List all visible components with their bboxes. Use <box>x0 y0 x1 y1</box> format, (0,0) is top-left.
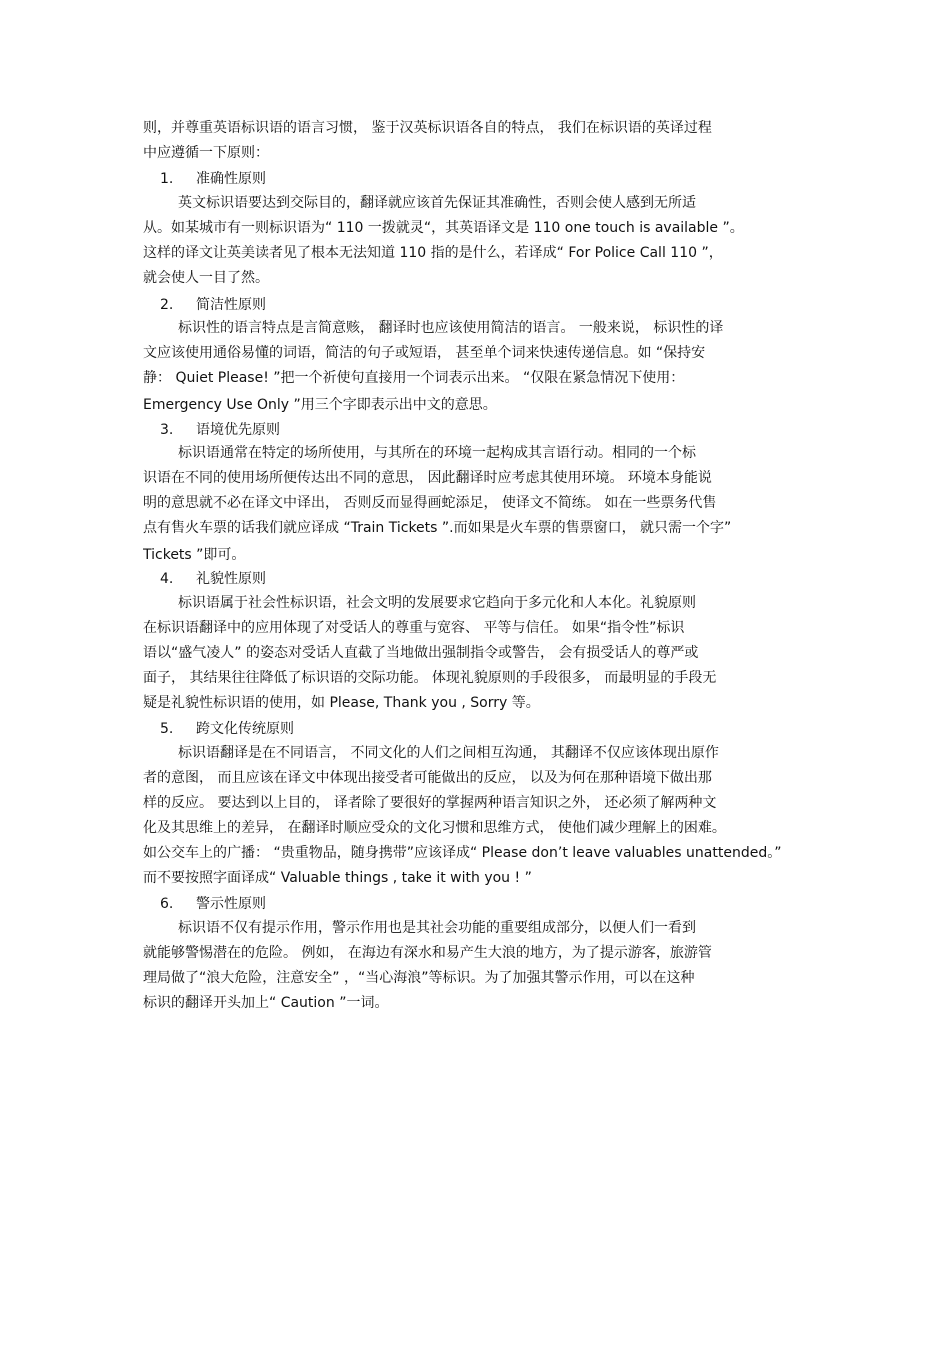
section-number: 3. <box>160 422 174 438</box>
section-title: 警示性原则 <box>196 896 266 912</box>
paragraph-line: 者的意图， 而且应该在译文中体现出接受者可能做出的反应， 以及为何在那种语境下做出那 <box>143 770 712 786</box>
paragraph-line: 理局做了“浪大危险，注意安全” ，“当心海浪”等标识。为了加强其警示作用，可以在这种 <box>143 970 695 986</box>
paragraph-line: 标识语属于社会性标识语，社会文明的发展要求它趋向于多元化和人本化。礼貌原则 <box>178 595 696 611</box>
paragraph-line: 疑是礼貌性标识语的使用，如 Please, Thank you , Sorry 等。 <box>143 695 540 711</box>
paragraph-line: Tickets ”即可。 <box>143 547 246 563</box>
paragraph-line: 这样的译文让英美读者见了根本无法知道 110 指的是什么，若译成“ For Police Call 110 ”， <box>143 245 723 261</box>
section-heading <box>160 570 460 590</box>
section-title: 语境优先原则 <box>196 422 280 438</box>
paragraph-line: 静： Quiet Please! ”把一个祈使句直接用一个词表示出来。 “仅限在紧急情况下使用： <box>143 370 685 386</box>
section-heading <box>160 895 460 915</box>
paragraph-line: 标识性的语言特点是言简意赅， 翻译时也应该使用简洁的语言。 一般来说， 标识性的译 <box>178 320 724 336</box>
paragraph-line: 就会使人一目了然。 <box>143 270 269 286</box>
section-heading <box>160 170 460 190</box>
paragraph-line: 语以“盛气凌人” 的姿态对受话人直截了当地做出强制指令或警告， 会有损受话人的尊严或 <box>143 645 699 661</box>
intro-line: 则，并尊重英语标识语的语言习惯， 鉴于汉英标识语各自的特点， 我们在标识语的英译过程 <box>143 120 712 136</box>
paragraph-line: 样的反应。 要达到以上目的， 译者除了要很好的掌握两种语言知识之外， 还必须了解两种文 <box>143 795 717 811</box>
section-number: 5. <box>160 721 174 737</box>
section-title: 礼貌性原则 <box>196 571 266 587</box>
intro-line: 中应遵循一下原则： <box>143 145 269 161</box>
paragraph-line: 标识语不仅有提示作用，警示作用也是其社会功能的重要组成部分，以便人们一看到 <box>178 920 696 936</box>
section-heading <box>160 296 460 316</box>
paragraph-line: 如公交车上的广播： “贵重物品，随身携带”应该译成“ Please don’t leave valuables unattended。” <box>143 845 782 861</box>
section-number: 2. <box>160 297 174 313</box>
paragraph-line: 在标识语翻译中的应用体现了对受话人的尊重与宽容、 平等与信任。 如果“指令性”标识 <box>143 620 685 636</box>
paragraph-line: 英文标识语要达到交际目的，翻译就应该首先保证其准确性，否则会使人感到无所适 <box>178 195 696 211</box>
paragraph-line: 标识语通常在特定的场所使用，与其所在的环境一起构成其言语行动。相同的一个标 <box>178 445 696 461</box>
section-heading <box>160 720 460 740</box>
paragraph-line: 识语在不同的使用场所便传达出不同的意思， 因此翻译时应考虑其使用环境。 环境本身能说 <box>143 470 712 486</box>
paragraph-line: 就能够警惕潜在的危险。 例如， 在海边有深水和易产生大浪的地方，为了提示游客，旅游管 <box>143 945 712 961</box>
paragraph-line: Emergency Use Only ”用三个字即表示出中文的意思。 <box>143 397 497 413</box>
paragraph-line: 化及其思维上的差异， 在翻译时顺应受众的文化习惯和思维方式， 使他们减少理解上的困难。 <box>143 820 726 836</box>
section-number: 6. <box>160 896 174 912</box>
paragraph-line: 点有售火车票的话我们就应译成 “Train Tickets ”.而如果是火车票的售票窗口， 就只需一个字” <box>143 520 732 536</box>
paragraph-line: 明的意思就不必在译文中译出， 否则反而显得画蛇添足， 使译文不简练。 如在一些票务代售 <box>143 495 717 511</box>
section-title: 跨文化传统原则 <box>196 721 294 737</box>
section-number: 4. <box>160 571 174 587</box>
section-number: 1. <box>160 171 174 187</box>
paragraph-line: 而不要按照字面译成“ Valuable things , take it with you ! ” <box>143 870 532 886</box>
paragraph-line: 从。如某城市有一则标识语为“ 110 一拨就灵“，其英语译文是 110 one touch is available ”。 <box>143 220 744 236</box>
paragraph-line: 面子， 其结果往往降低了标识语的交际功能。 体现礼貌原则的手段很多， 而最明显的手段无 <box>143 670 717 686</box>
section-title: 准确性原则 <box>196 171 266 187</box>
paragraph-line: 文应该使用通俗易懂的词语，简洁的句子或短语， 甚至单个词来快速传递信息。如 “保持安 <box>143 345 706 361</box>
paragraph-line: 标识的翻译开头加上“ Caution ”一词。 <box>143 995 389 1011</box>
section-heading <box>160 421 460 441</box>
section-title: 简洁性原则 <box>196 297 266 313</box>
paragraph-line: 标识语翻译是在不同语言， 不同文化的人们之间相互沟通， 其翻译不仅应该体现出原作 <box>178 745 719 761</box>
